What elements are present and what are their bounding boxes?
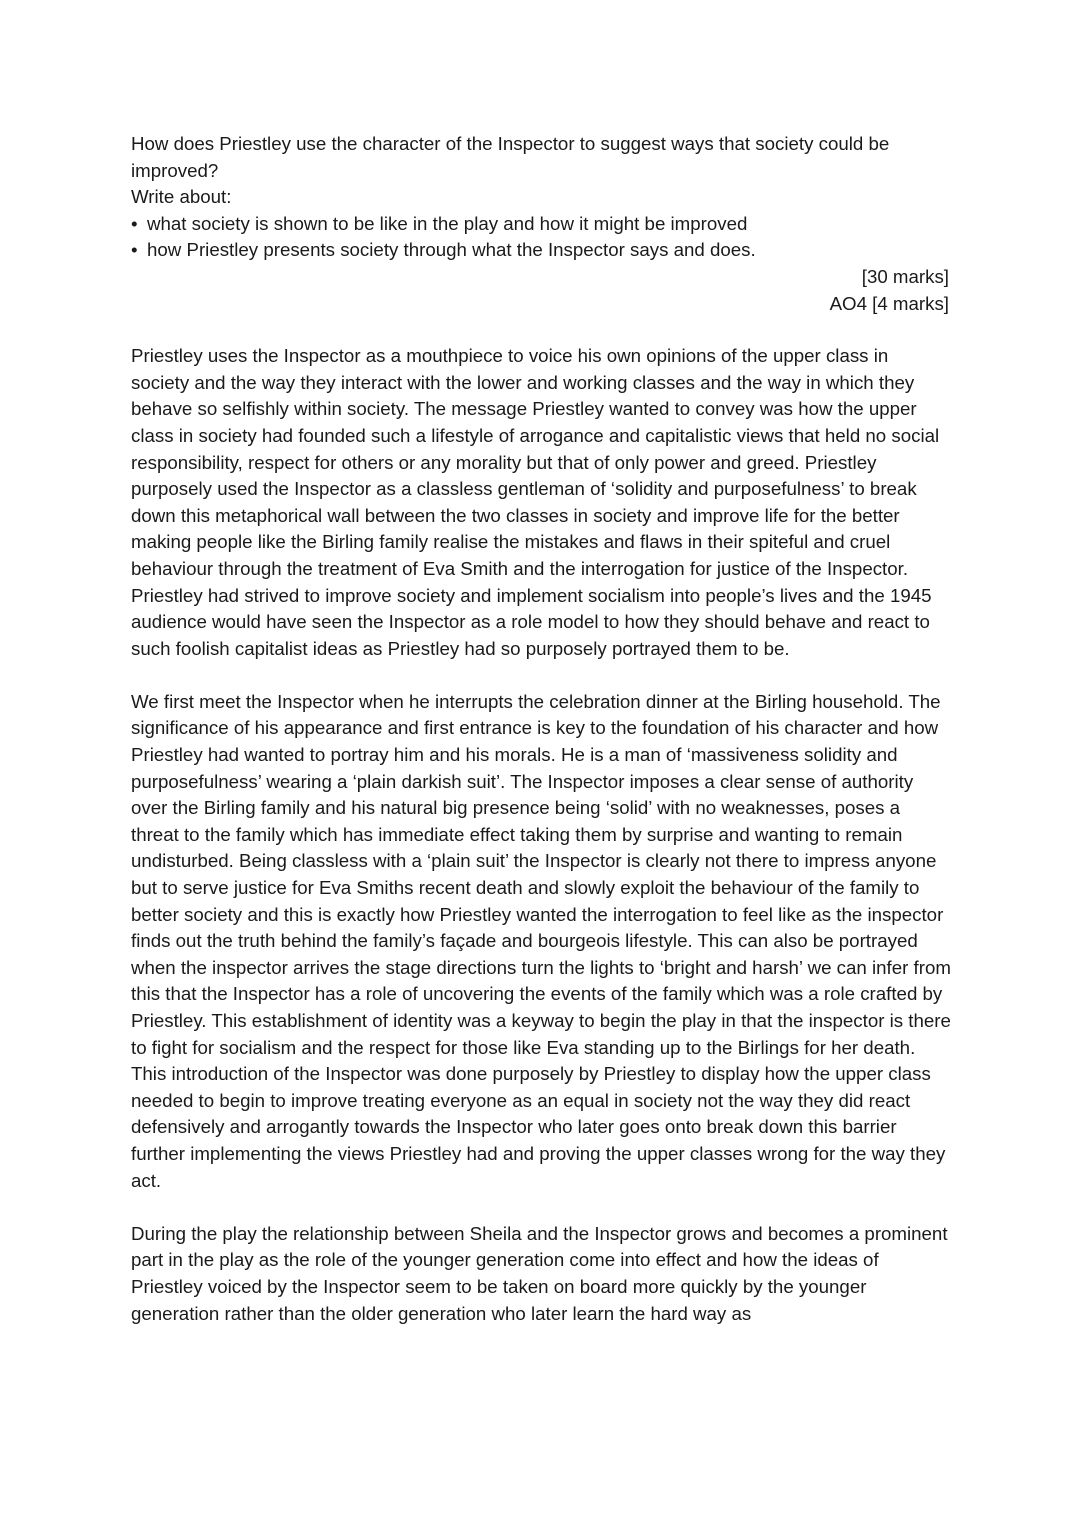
marks-allocation — [131, 264, 949, 317]
total-marks: [30 marks] — [861, 265, 949, 287]
document-page — [131, 131, 951, 1354]
ao4-marks: AO4 [4 marks] — [829, 292, 949, 314]
write-about-label: Write about: — [131, 186, 232, 208]
question-prompt: How does Priestley use the character of the Inspector to suggest ways that society could be improved? — [131, 133, 890, 181]
essay-paragraph-3: During the play the relationship between Sheila and the Inspector grows and becomes a prominent part in the play as the role of the younger generation come into effect and how the ideas of Priestley voiced by the Inspector seem to be taken on board more quickly by the younger generation rather than the older generation who later learn the hard way as — [131, 1222, 948, 1324]
exam-question — [131, 131, 951, 317]
essay-answer — [131, 343, 951, 1327]
question-bullet-text: what society is shown to be like in the play and how it might be improved — [147, 212, 748, 234]
question-bullet-text: how Priestley presents society through what the Inspector says and does. — [147, 239, 756, 261]
bullet-icon: • — [131, 212, 138, 234]
essay-paragraph-2: We first meet the Inspector when he interrupts the celebration dinner at the Birling household. The significance of his appearance and first entrance is key to the foundation of his character and how Priestley had wanted to portray him and his morals. He is a man of ‘massiveness solidity and purposefulness’ wearing a ‘plain darkish suit’. The Inspector imposes a clear sense of authority over the Birling family and his natural big presence being ‘solid’ with no weaknesses, poses a threat to the family which has immediate effect taking them by surprise and wanting to remain undisturbed. Being classless with a ‘plain suit’ the Inspector is clearly not there to impress anyone but to serve justice for Eva Smiths recent death and slowly exploit the behaviour of the family to better society and this is exactly how Priestley wanted the interrogation to feel like as the inspector finds out the truth behind the family’s façade and bourgeois lifestyle. This can also be portrayed when the inspector arrives the stage directions turn the lights to ‘bright and harsh’ we can infer from this that the Inspector has a role of uncovering the events of the family which was a role crafted by Priestley. This establishment of identity was a keyway to begin the play in that the inspector is there to fight for socialism and the respect for those like Eva standing up to the Birlings for her death. This introduction of the Inspector was done purposely by Priestley to display how the upper class needed to begin to improve treating everyone as an equal in society not the way they did react defensively and arrogantly towards the Inspector who later goes onto break down this barrier further implementing the views Priestley had and proving the upper classes wrong for the way they act. — [131, 690, 951, 1191]
question-bullets — [131, 211, 951, 264]
essay-paragraph-1: Priestley uses the Inspector as a mouthpiece to voice his own opinions of the upper class in society and the way they interact with the lower and working classes and the way in which they behave so selfishly within society. The message Priestley wanted to convey was how the upper class in society had founded such a lifestyle of arrogance and capitalistic views that held no social responsibility, respect for others or any morality but that of only power and greed. Priestley purposely used the Inspector as a classless gentleman of ‘solidity and purposefulness’ to break down this metaphorical wall between the two classes in society and improve life for the better making people like the Birling family realise the mistakes and flaws in their spiteful and cruel behaviour through the treatment of Eva Smith and the interrogation for justice of the Inspector. Priestley had strived to improve society and implement socialism into people’s lives and the 1945 audience would have seen the Inspector as a role model to how they should behave and react to such foolish capitalist ideas as Priestley had so purposely portrayed them to be. — [131, 345, 940, 659]
question-bullet-1 — [131, 211, 951, 238]
question-bullet-2 — [131, 237, 951, 264]
bullet-icon: • — [131, 239, 138, 261]
